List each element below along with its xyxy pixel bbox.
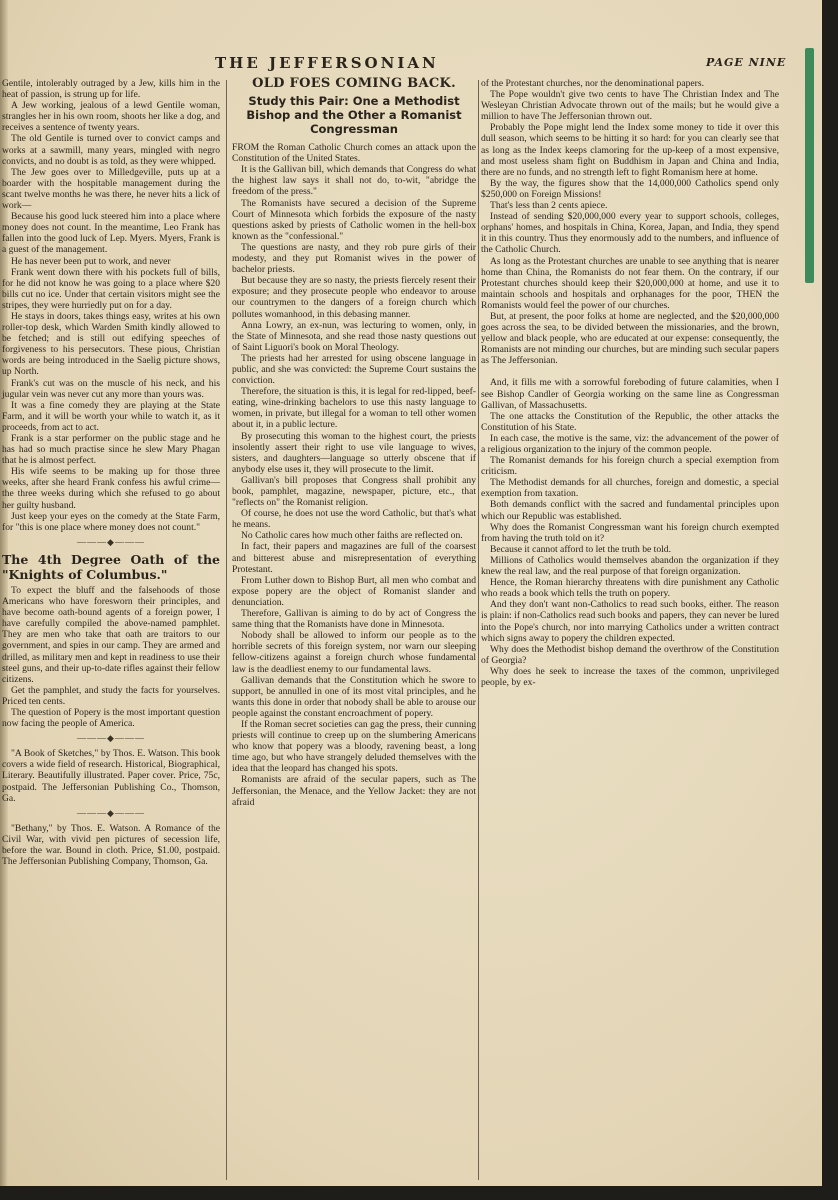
left-paragraph: His wife seems to be making up for those three weeks, after she heard Frank confess his awful crime—the three weeks during which she refused to go about her guilty husband.: [2, 466, 220, 511]
left-paragraph: Gentile, intolerably outraged by a Jew, kills him in the heat of passion, is strung up for life.: [2, 78, 220, 101]
article-paragraph: By prosecuting this woman to the highest court, the priests insolently assert their right to use vile language to wives, sisters, and daughters—language so utterly obscene that if anybody else uses it, they will prosecute to the limit.: [232, 430, 476, 475]
left-paragraph: He has never been put to work, and never: [11, 255, 171, 267]
article-paragraph: Of course, he does not use the word Catholic, but that's what he means.: [232, 508, 476, 531]
article-paragraph: The priests had her arrested for using obscene language in public, and she was convicted: the Supreme Court sustains the conviction.: [232, 352, 476, 387]
article-paragraph: Because it cannot afford to let the truth be told.: [490, 543, 671, 555]
column-rule-left: [226, 80, 227, 1180]
left-paragraph: A Jew working, jealous of a lewd Gentile woman, strangles her in his own room, shoots her like a dog, and receives a sentence of twenty years.: [2, 100, 220, 134]
article-paragraph: Probably the Pope might lend the Index some money to tide it over this dull season, which seems to be hitting it so hard: for you can clearly see that as long as the Index keeps clamoring for the up-keep of a most expensive, and most useless sham fight on Buddhism in Japan and China and India, there are no funds, and no strength left to fight Romanism here at home.: [481, 122, 779, 178]
left-paragraph: Because his good luck steered him into a place where money does not count. In the meantime, Leo Frank has fallen into the good luck of Lep. Myers. Myers, Frank is a guest of the management.: [2, 211, 220, 256]
article-paragraph: It is the Gallivan bill, which demands that Congress do what the highest law says it shall not do, to-wit, "abridge the freedom of the press.": [232, 164, 476, 198]
scan-border-bottom: [0, 1186, 838, 1200]
right-column: [481, 78, 779, 688]
article-paragraph: Gallivan demands that the Constitution which he swore to support, be annulled in one of its most vital principles, and he wants this done in order that nobody shall be able to arouse our people against the constant encroachment of popery.: [232, 674, 476, 719]
article-paragraph: Why does the Romanist Congressman want his foreign church exempted from having the truth told on it?: [481, 521, 779, 544]
article-paragraph: The Pope wouldn't give two cents to have The Christian Index and The Wesleyan Christian Advocate thrown out of the mails; but he would give a million to have The Jeffersonian thrown out.: [481, 89, 779, 123]
ad-heading-oath: The 4th Degree Oath of the "Knights of Columbus.": [2, 551, 220, 582]
middle-column: [232, 78, 476, 808]
article-paragraph: Nobody shall be allowed to inform our people as to the horrible secrets of this foreign system, nor warn our sleeping fellow-citizens against a foreign church whose fundamental law is the deadliest enemy to our fundamental laws.: [232, 630, 476, 675]
article-paragraph: Both demands conflict with the sacred and fundamental principles upon which our Republic was established.: [481, 499, 779, 522]
masthead: THE JEFFERSONIAN: [215, 54, 439, 72]
article-paragraph: The Romanist demands for his foreign church a special exemption from criticism.: [481, 455, 779, 478]
article-paragraph: As long as the Protestant churches are unable to see anything that is nearer home than China, the Romanists do not fear them. On the contrary, if our Protestant churches should keep their $20,000,000 at home, and use it to maintain schools and hospitals and orphanages for the poor, THEN the Romanists would feel the power of our churches.: [481, 255, 779, 311]
section-divider: ———◆———: [77, 733, 145, 744]
ad-book-bethany: "Bethany," by Thos. E. Watson. A Romance of the Civil War, with vivid pen pictures of secession life, before the war. Bound in cloth. Price, $1.00, postpaid. The Jeffersonian Publishing Company, Thomson, Ga.: [2, 822, 220, 868]
article-paragraph: Romanists are afraid of the secular papers, such as The Jeffersonian, the Menace, and the Yellow Jacket: they are not afraid: [232, 774, 476, 808]
article-paragraph: By the way, the figures show that the 14,000,000 Catholics spend only $250,000 on Foreign Missions!: [481, 177, 779, 200]
article-paragraph: That's less than 2 cents apiece.: [490, 200, 608, 212]
article-paragraph: Therefore, the situation is this, it is legal for red-lipped, beef-eating, wine-drinking bachelors to use this nasty language to women, in private, but illegal for a woman to tell other women about it, in a public lecture.: [232, 386, 476, 431]
article-paragraph: Millions of Catholics would themselves abandon the organization if they knew the real law, and the real purpose of that foreign organization.: [481, 554, 779, 578]
article-paragraph: The Methodist demands for all churches, foreign and domestic, a special exemption from taxation.: [481, 477, 779, 500]
ad-body: To expect the bluff and the falsehoods of those Americans who have foresworn their principles, and have become oath-bound agents of a foreign power, I have carefully compiled the above-named pamphlet. They are men who take that oath are traitors to our government, and spies in our camp. They are armed and drilled, as military men and kept in readiness to use their steel guns, and their up-to-date rifles against their fellow citizens.: [2, 584, 220, 685]
article-paragraph: Hence, the Roman hierarchy threatens with dire punishment any Catholic who reads a book which tells the truth on popery.: [481, 577, 779, 600]
article-paragraph: And, it fills me with a sorrowful foreboding of future calamities, when I see Bishop Candler of Georgia working on the same line as Congressman Gallivan, of Massachusetts.: [481, 377, 779, 411]
article-paragraph: Why does the Methodist bishop demand the overthrow of the Constitution of Georgia?: [481, 643, 779, 666]
article-paragraph: The questions are nasty, and they rob pure girls of their modesty, and they put Romanist wives in the power of bachelor priests.: [232, 241, 476, 276]
article-subhead: Study this Pair: One a Methodist Bishop and the Other a Romanist Congressman: [246, 94, 462, 137]
article-paragraph: Instead of sending $20,000,000 every year to support schools, colleges, orphans' homes, and hospitals in China, Korea, Japan, and India, they spend it in this country. Thus they enormously add to the numbers, and influence of the Catholic Church.: [481, 211, 779, 256]
scan-border-right: [822, 0, 838, 1200]
section-divider: ———◆———: [77, 536, 145, 547]
article-paragraph: If the Roman secret societies can gag the press, their cunning priests will continue to creep up on the slumbering Americans who know that popery was a bloody, ravening beast, a long time ago, but who have strangely deluded themselves with the idea that the leopard has changed his spots.: [232, 718, 476, 775]
article-paragraph: Therefore, Gallivan is aiming to do by act of Congress the same thing that the Romanists have done in Minnesota.: [232, 608, 476, 631]
article-headline: OLD FOES COMING BACK.: [252, 76, 456, 91]
left-paragraph: It was a fine comedy they are playing at the State Farm, and it will be worth your while to watch it, as it proceeds, from act to act.: [2, 399, 220, 433]
article-paragraph: No Catholic cares how much other faiths are reflected on.: [241, 530, 463, 542]
left-paragraph: The old Gentile is turned over to convict camps and works at a sawmill, many years, mingled with negro convicts, and no doubt is as told, as they were whipped.: [2, 133, 220, 167]
left-paragraph: The Jew goes over to Milledgeville, puts up at a boarder with the hospitable management during the scant twelve months he was there, he never hits a lick of work—: [2, 166, 220, 212]
page-number: PAGE NINE: [706, 56, 787, 69]
green-binding-clip: [805, 48, 814, 283]
article-paragraph: But because they are so nasty, the priests fiercely resent their exposure; and they prosecute people who endeavor to arouse our countrymen to the dangers of a foreign church which pollutes womanhood, in this debasing manner.: [232, 275, 476, 320]
article-paragraph: of the Protestant churches, nor the denominational papers.: [481, 78, 704, 89]
ad-book-sketches: "A Book of Sketches," by Thos. E. Watson. This book covers a wide field of research. Historical, Biographical, Literary. Beautifully illustrated. Paper cover. Price, 75c, postpaid. The Jeffersonian Publishing Co., Thomson, Ga.: [2, 748, 220, 804]
article-paragraph: The Romanists have secured a decision of the Supreme Court of Minnesota which forbids the exposure of the nasty questions asked by priests of Catholic women in the hell-box known as the "confessional.": [232, 197, 476, 242]
article-paragraph: In fact, their papers and magazines are full of the coarsest and bitterest abuse and misrepresentation of everything Protestant.: [232, 541, 476, 575]
article-paragraph: The one attacks the Constitution of the Republic, the other attacks the Constitution of his State.: [481, 410, 779, 433]
article-paragraph: FROM the Roman Catholic Church comes an attack upon the Constitution of the United States.: [232, 142, 476, 165]
article-paragraph: But, at present, the poor folks at home are neglected, and the $20,000,000 goes across the sea, to be divided between the missionaries, and the brown, yellow and black people, who are educated at our expense: consequently, the Romanists are not minding our churches, but are minding such secular papers as The Jeffersonian.: [481, 310, 779, 367]
article-paragraph: Anna Lowry, an ex-nun, was lecturing to women, only, in the State of Minnesota, and she read those nasty questions out of Saint Liguori's book on Moral Theology.: [232, 319, 476, 353]
left-paragraph: Just keep your eyes on the comedy at the State Farm, for "this is one place where money does not count.": [2, 510, 220, 533]
ad-body: Get the pamphlet, and study the facts for yourselves. Priced ten cents.: [2, 684, 220, 707]
column-rule-right: [478, 80, 479, 1180]
ad-body: The question of Popery is the most important question now facing the people of America.: [2, 706, 220, 730]
article-paragraph: And they don't want non-Catholics to read such books, either. The reason is plain: if non-Catholics read such books and papers, they can never be lured into the Pope's church, nor into marrying Catholics under a written contract which signs away to popery the children expected.: [481, 599, 779, 644]
article-paragraph: Gallivan's bill proposes that Congress shall prohibit any book, pamphlet, magazine, newspaper, picture, etc., that "reflects on" the Romanist religion.: [232, 474, 476, 509]
left-paragraph: He stays in doors, takes things easy, writes at his own roller-top desk, which Warden Smith kindly allowed to be fetched; and is still out edifying speeches of forgiveness to his persecutors. These pious, Christian words are being introduced in the Saelig picture shows, up North.: [2, 310, 220, 378]
left-paragraph: Frank's cut was on the muscle of his neck, and his jugular vein was never cut any more than yours was.: [2, 377, 220, 400]
section-divider: ———◆———: [77, 807, 145, 818]
left-column: [2, 78, 220, 867]
article-paragraph: From Luther down to Bishop Burt, all men who combat and expose popery are the object of Romanist slander and denunciation.: [232, 574, 476, 608]
left-paragraph: Frank is a star performer on the public stage and he has had so much practise since he slew Mary Phagan that he is almost perfect.: [2, 433, 220, 467]
article-paragraph: Why does he seek to increase the taxes of the common, unprivileged people, by ex-: [481, 665, 779, 688]
article-paragraph: In each case, the motive is the same, viz: the advancement of the power of a religious organization to the injury of the common people.: [481, 432, 779, 455]
left-paragraph: Frank went down there with his pockets full of bills, for he did not know he was going to a place where $20 bills cut no ice. Under that certain visitors might see the stripes, they were hurriedly put on for a day.: [2, 266, 220, 311]
